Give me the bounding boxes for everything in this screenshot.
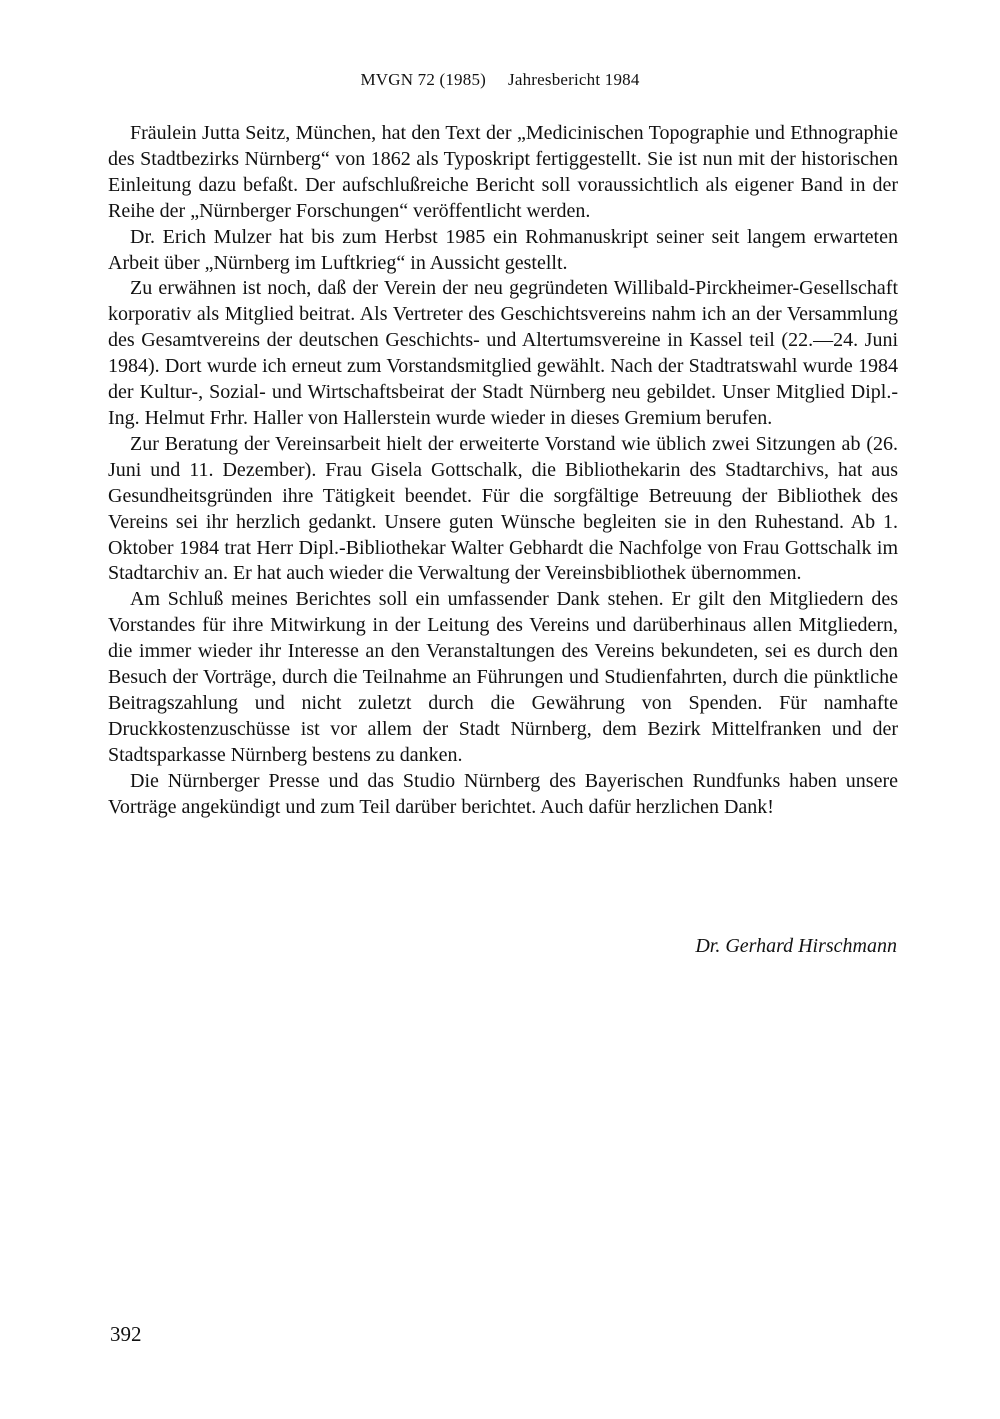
running-header <box>0 70 1000 90</box>
journal-reference: MVGN 72 (1985) <box>360 70 487 89</box>
paragraph-seitz-topographie: Fräulein Jutta Seitz, München, hat den Text der „Medicinischen Topographie und Ethnographie des Stadtbezirks Nürnberg“ von 1862 als Typoskript fertiggestellt. Sie ist nun mit der historischen Einleitung dazu befaßt. Der aufschlußreiche Bericht soll voraussichtlich als eigener Band in der Reihe der „Nürnberger Forschungen“ veröffentlicht werden. <box>108 122 898 222</box>
section-title: Jahresbericht 1984 <box>508 70 640 89</box>
page-number: 392 <box>110 1322 142 1346</box>
author-signature: Dr. Gerhard Hirschmann <box>695 935 897 957</box>
paragraph-dank: Am Schluß meines Berichtes soll ein umfassender Dank stehen. Er gilt den Mitgliedern des Vorstandes für ihre Mitwirkung in der Leitung des Vereins und darüberhinaus allen Mitgliedern, die immer wieder ihr Interesse an den Veranstaltungen des Vereins bekundeten, sei es durch den Besuch der Vorträge, durch die Teilnahme an Führungen und Studienfahrten, durch die pünktliche Beitragszahlung und nicht zuletzt durch die Gewährung von Spenden. Für namhafte Druckkostenzuschüsse ist vor allem der Stadt Nürnberg, dem Bezirk Mittelfranken und der Stadtsparkasse Nürnberg bestens zu danken. <box>108 588 898 766</box>
paragraph-pirckheimer-gesellschaft: Zu erwähnen ist noch, daß der Verein der neu gegründeten Willibald-Pirckheimer-Gesellschaft korporativ als Mitglied beitrat. Als Vertreter des Geschichtsvereins nahm ich an der Versammlung des Gesamtvereins der deutschen Geschichts- und Altertumsvereine in Kassel teil (22.—24. Juni 1984). Dort wurde ich erneut zum Vorstandsmitglied gewählt. Nach der Stadtratswahl wurde 1984 der Kultur-, Sozial- und Wirtschaftsbeirat der Stadt Nürnberg neu gebildet. Unser Mitglied Dipl.-Ing. Helmut Frhr. Haller von Hallerstein wurde wieder in dieses Gremium berufen. <box>108 277 898 429</box>
paragraph-mulzer-luftkrieg: Dr. Erich Mulzer hat bis zum Herbst 1985 ein Rohmanuskript seiner seit langem erwarteten Arbeit über „Nürnberg im Luftkrieg“ in Aussicht gestellt. <box>108 225 898 274</box>
paragraph-vorstand-bibliothek: Zur Beratung der Vereinsarbeit hielt der erweiterte Vorstand wie üblich zwei Sitzungen ab (26. Juni und 11. Dezember). Frau Gisela Gottschalk, die Bibliothekarin des Stadtarchivs, hat aus Gesundheitsgründen ihre Tätigkeit beendet. Für die sorgfältige Betreuung der Bibliothek des Vereins sei ihr herzlich gedankt. Unsere guten Wünsche begleiten sie in den Ruhestand. Ab 1. Oktober 1984 trat Herr Dipl.-Bibliothekar Walter Gebhardt die Nachfolge von Frau Gottschalk im Stadtarchiv an. Er hat auch wieder die Verwaltung der Vereinsbibliothek übernommen. <box>108 432 898 585</box>
report-body <box>108 121 898 820</box>
paragraph-presse: Die Nürnberger Presse und das Studio Nürnberg des Bayerischen Rundfunks haben unsere Vorträge angekündigt und zum Teil darüber berichtet. Auch dafür herzlichen Dank! <box>108 769 898 818</box>
